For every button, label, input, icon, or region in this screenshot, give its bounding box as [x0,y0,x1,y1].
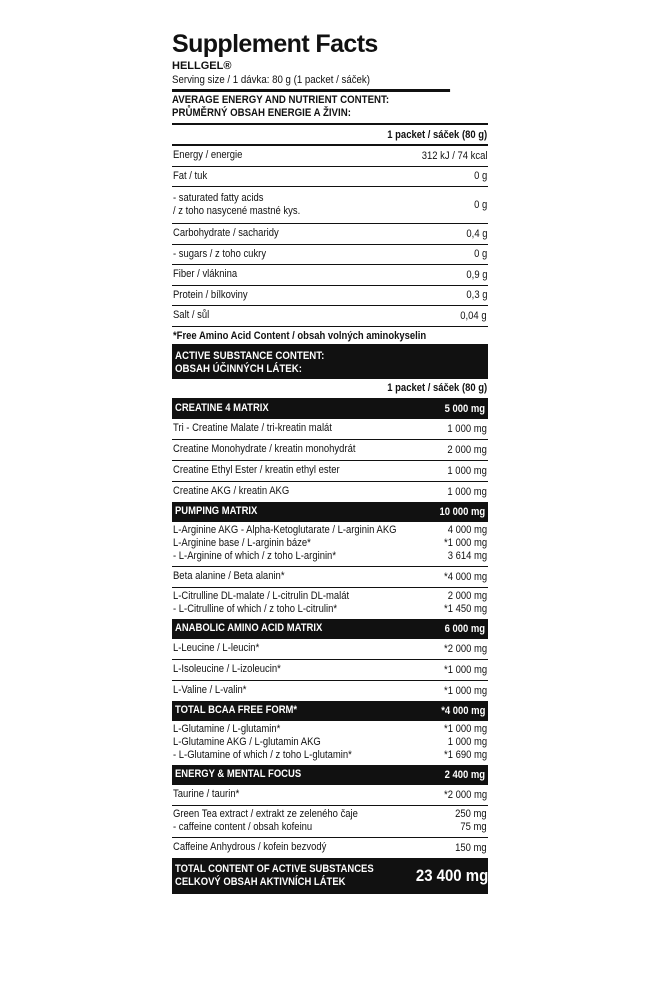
serving-size [172,73,450,92]
nutrient-value: 0 g [473,198,487,211]
nutrient-row [172,167,488,188]
group-header [172,766,488,785]
ingredient-value: *1 000 mg [443,723,487,735]
ingredient-row [172,785,488,806]
group-total: 10 000 mg [439,505,485,518]
ingredient-value: 2 000 mg [447,443,487,456]
ingredient-row [172,461,488,482]
group-name: ANABOLIC AMINO ACID MATRIX [175,622,323,634]
group-name: ENERGY & MENTAL FOCUS [175,768,302,780]
nutrient-label: Protein / bílkoviny [173,288,248,301]
active-column-header [172,379,488,400]
group-name: TOTAL BCAA FREE FORM* [175,704,298,716]
ingredient-label: Creatine AKG / kreatin AKG [173,485,290,497]
ingredient-label: Creatine Monohydrate / kreatin monohydrát [173,443,356,455]
ingredient-value: *1 690 mg [443,749,487,761]
nutrient-row [172,265,488,286]
ingredient-values [437,590,487,617]
serving-size-text: Serving size / 1 dávka: 80 g (1 packet / sáček) [172,74,371,86]
nutrient-label-line: - saturated fatty acids [173,192,264,204]
ingredient-value: 4 000 mg [447,524,487,536]
ingredient-row [172,838,488,859]
nutrient-label [173,189,321,221]
nutrient-value: 0,9 g [465,268,487,281]
ingredient-row [172,522,488,567]
ingredient-label: L-Arginine AKG - Alpha-Ketoglutarate / L-arginin AKG [173,524,397,536]
nutrients-title-cz: PRŮMĚRNÝ OBSAH ENERGIE A ŽIVIN: [172,107,351,119]
nutrients-section-title [172,92,488,125]
group-header [172,400,488,419]
nutrient-label: Carbohydrate / sacharidy [173,227,279,240]
total-value: 23 400 mg [415,866,489,885]
nutrients-title-en: AVERAGE ENERGY AND NUTRIENT CONTENT: [172,94,390,106]
ingredient-label: - L-Arginine of which / z toho L-arginin* [173,550,337,562]
nutrient-value: 0,4 g [465,227,487,240]
nutrient-row [172,245,488,266]
ingredient-value: *2 000 mg [443,788,487,801]
ingredient-label: - caffeine content / obsah kofeinu [173,821,313,833]
nutrients-column-header [172,125,488,146]
ingredient-value: 1 000 mg [447,464,487,477]
ingredient-value: 1 000 mg [447,736,487,748]
group-name: PUMPING MATRIX [175,505,258,517]
ingredient-label: L-Citrulline DL-malate / L-citrulin DL-malát [173,590,350,602]
ingredient-label: L-Valine / L-valin* [173,684,247,696]
ingredient-value: 3 614 mg [447,550,487,562]
ingredient-value: *4 000 mg [443,570,487,583]
group-header [172,702,488,721]
ingredient-labels [173,723,381,763]
total-label-cz: CELKOVÝ OBSAH AKTIVNÍCH LÁTEK [175,876,346,888]
ingredient-label: L-Isoleucine / L-izoleucin* [173,663,281,675]
total-label [175,863,406,889]
group-total: 2 400 mg [444,768,485,781]
total-active-substances [172,859,488,894]
amino-acid-note-text: *Free Amino Acid Content / obsah volných aminokyselin [173,329,427,342]
ingredient-row [172,440,488,461]
ingredient-value: 1 000 mg [447,485,487,498]
nutrient-row [172,187,488,224]
nutrient-label: Energy / energie [173,149,243,162]
ingredient-value: *2 000 mg [443,642,487,655]
page-title: Supplement Facts [172,30,378,58]
ingredient-row [172,419,488,440]
ingredient-row [172,806,488,838]
ingredient-label: L-Leucine / L-leucin* [173,642,260,654]
nutrient-value: 0 g [473,248,487,261]
nutrient-row [172,286,488,307]
ingredient-row [172,681,488,702]
nutrients-table [172,125,488,327]
nutrient-row [172,146,488,167]
ingredient-label: Creatine Ethyl Ester / kreatin ethyl ester [173,464,340,476]
nutrient-label: Fat / tuk [173,169,208,182]
group-total: *4 000 mg [440,704,485,717]
nutrient-value: 312 kJ / 74 kcal [421,149,487,162]
nutrient-row [172,306,488,327]
group-total: 5 000 mg [444,402,485,415]
column-header-text: 1 packet / sáček (80 g) [387,128,487,141]
ingredient-label: Taurine / taurin* [173,788,240,800]
active-title-en: ACTIVE SUBSTANCE CONTENT: [175,349,325,362]
nutrient-value: 0,04 g [460,309,487,322]
column-header-text: 1 packet / sáček (80 g) [387,382,487,394]
ingredient-label: L-Glutamine AKG / L-glutamin AKG [173,736,321,748]
ingredient-label: - L-Glutamine of which / z toho L-glutamin* [173,749,352,761]
nutrient-label-line: / z toho nasycené mastné kys. [173,205,301,217]
ingredient-labels [173,524,433,564]
ingredient-label: Tri - Creatine Malate / tri-kreatin malát [173,422,332,434]
active-section-title [172,347,488,379]
amino-acid-note [172,327,488,347]
ingredient-row [172,567,488,588]
ingredient-label: L-Glutamine / L-glutamin* [173,723,281,735]
ingredient-row [172,588,488,620]
brand-name: HELLGEL® [172,60,232,72]
ingredient-label: Beta alanine / Beta alanin* [173,570,285,582]
ingredient-value: *1 000 mg [443,684,487,697]
ingredient-value: 75 mg [460,821,487,833]
active-substances-table [172,379,488,859]
supplement-facts-panel [172,30,488,894]
nutrient-value: 0,3 g [465,289,487,302]
ingredient-labels [173,590,378,617]
ingredient-row [172,660,488,681]
ingredient-value: *1 000 mg [443,537,487,549]
ingredient-row [172,721,488,766]
ingredient-values [437,723,487,763]
group-total: 6 000 mg [444,622,485,635]
ingredient-value: 250 mg [455,808,487,820]
nutrient-label: Salt / sůl [173,309,210,322]
ingredient-label: Green Tea extract / extrakt ze zeleného čaje [173,808,358,820]
ingredient-value: *1 450 mg [443,603,487,615]
ingredient-row [172,639,488,660]
nutrient-row [172,224,488,245]
ingredient-labels [173,808,388,835]
ingredient-label: Caffeine Anhydrous / kofein bezvodý [173,841,327,853]
ingredient-value: 2 000 mg [447,590,487,602]
ingredient-value: 1 000 mg [447,422,487,435]
ingredient-value: *1 000 mg [443,663,487,676]
ingredient-value: 150 mg [455,841,487,854]
ingredient-values [450,808,487,835]
group-header [172,620,488,639]
total-label-en: TOTAL CONTENT OF ACTIVE SUBSTANCES [175,863,374,875]
ingredient-label: L-Arginine base / L-arginin báze* [173,537,311,549]
ingredient-row [172,482,488,503]
ingredient-label: - L-Citrulline of which / z toho L-citrulin* [173,603,338,615]
nutrient-label: - sugars / z toho cukry [173,247,267,260]
group-header [172,503,488,522]
active-title-cz: OBSAH ÚČINNÝCH LÁTEK: [175,362,302,375]
group-name: CREATINE 4 MATRIX [175,402,269,414]
ingredient-values [437,524,487,564]
nutrient-value-col [472,189,487,221]
nutrient-value: 0 g [473,170,487,183]
nutrient-label: Fiber / vláknina [173,268,238,281]
